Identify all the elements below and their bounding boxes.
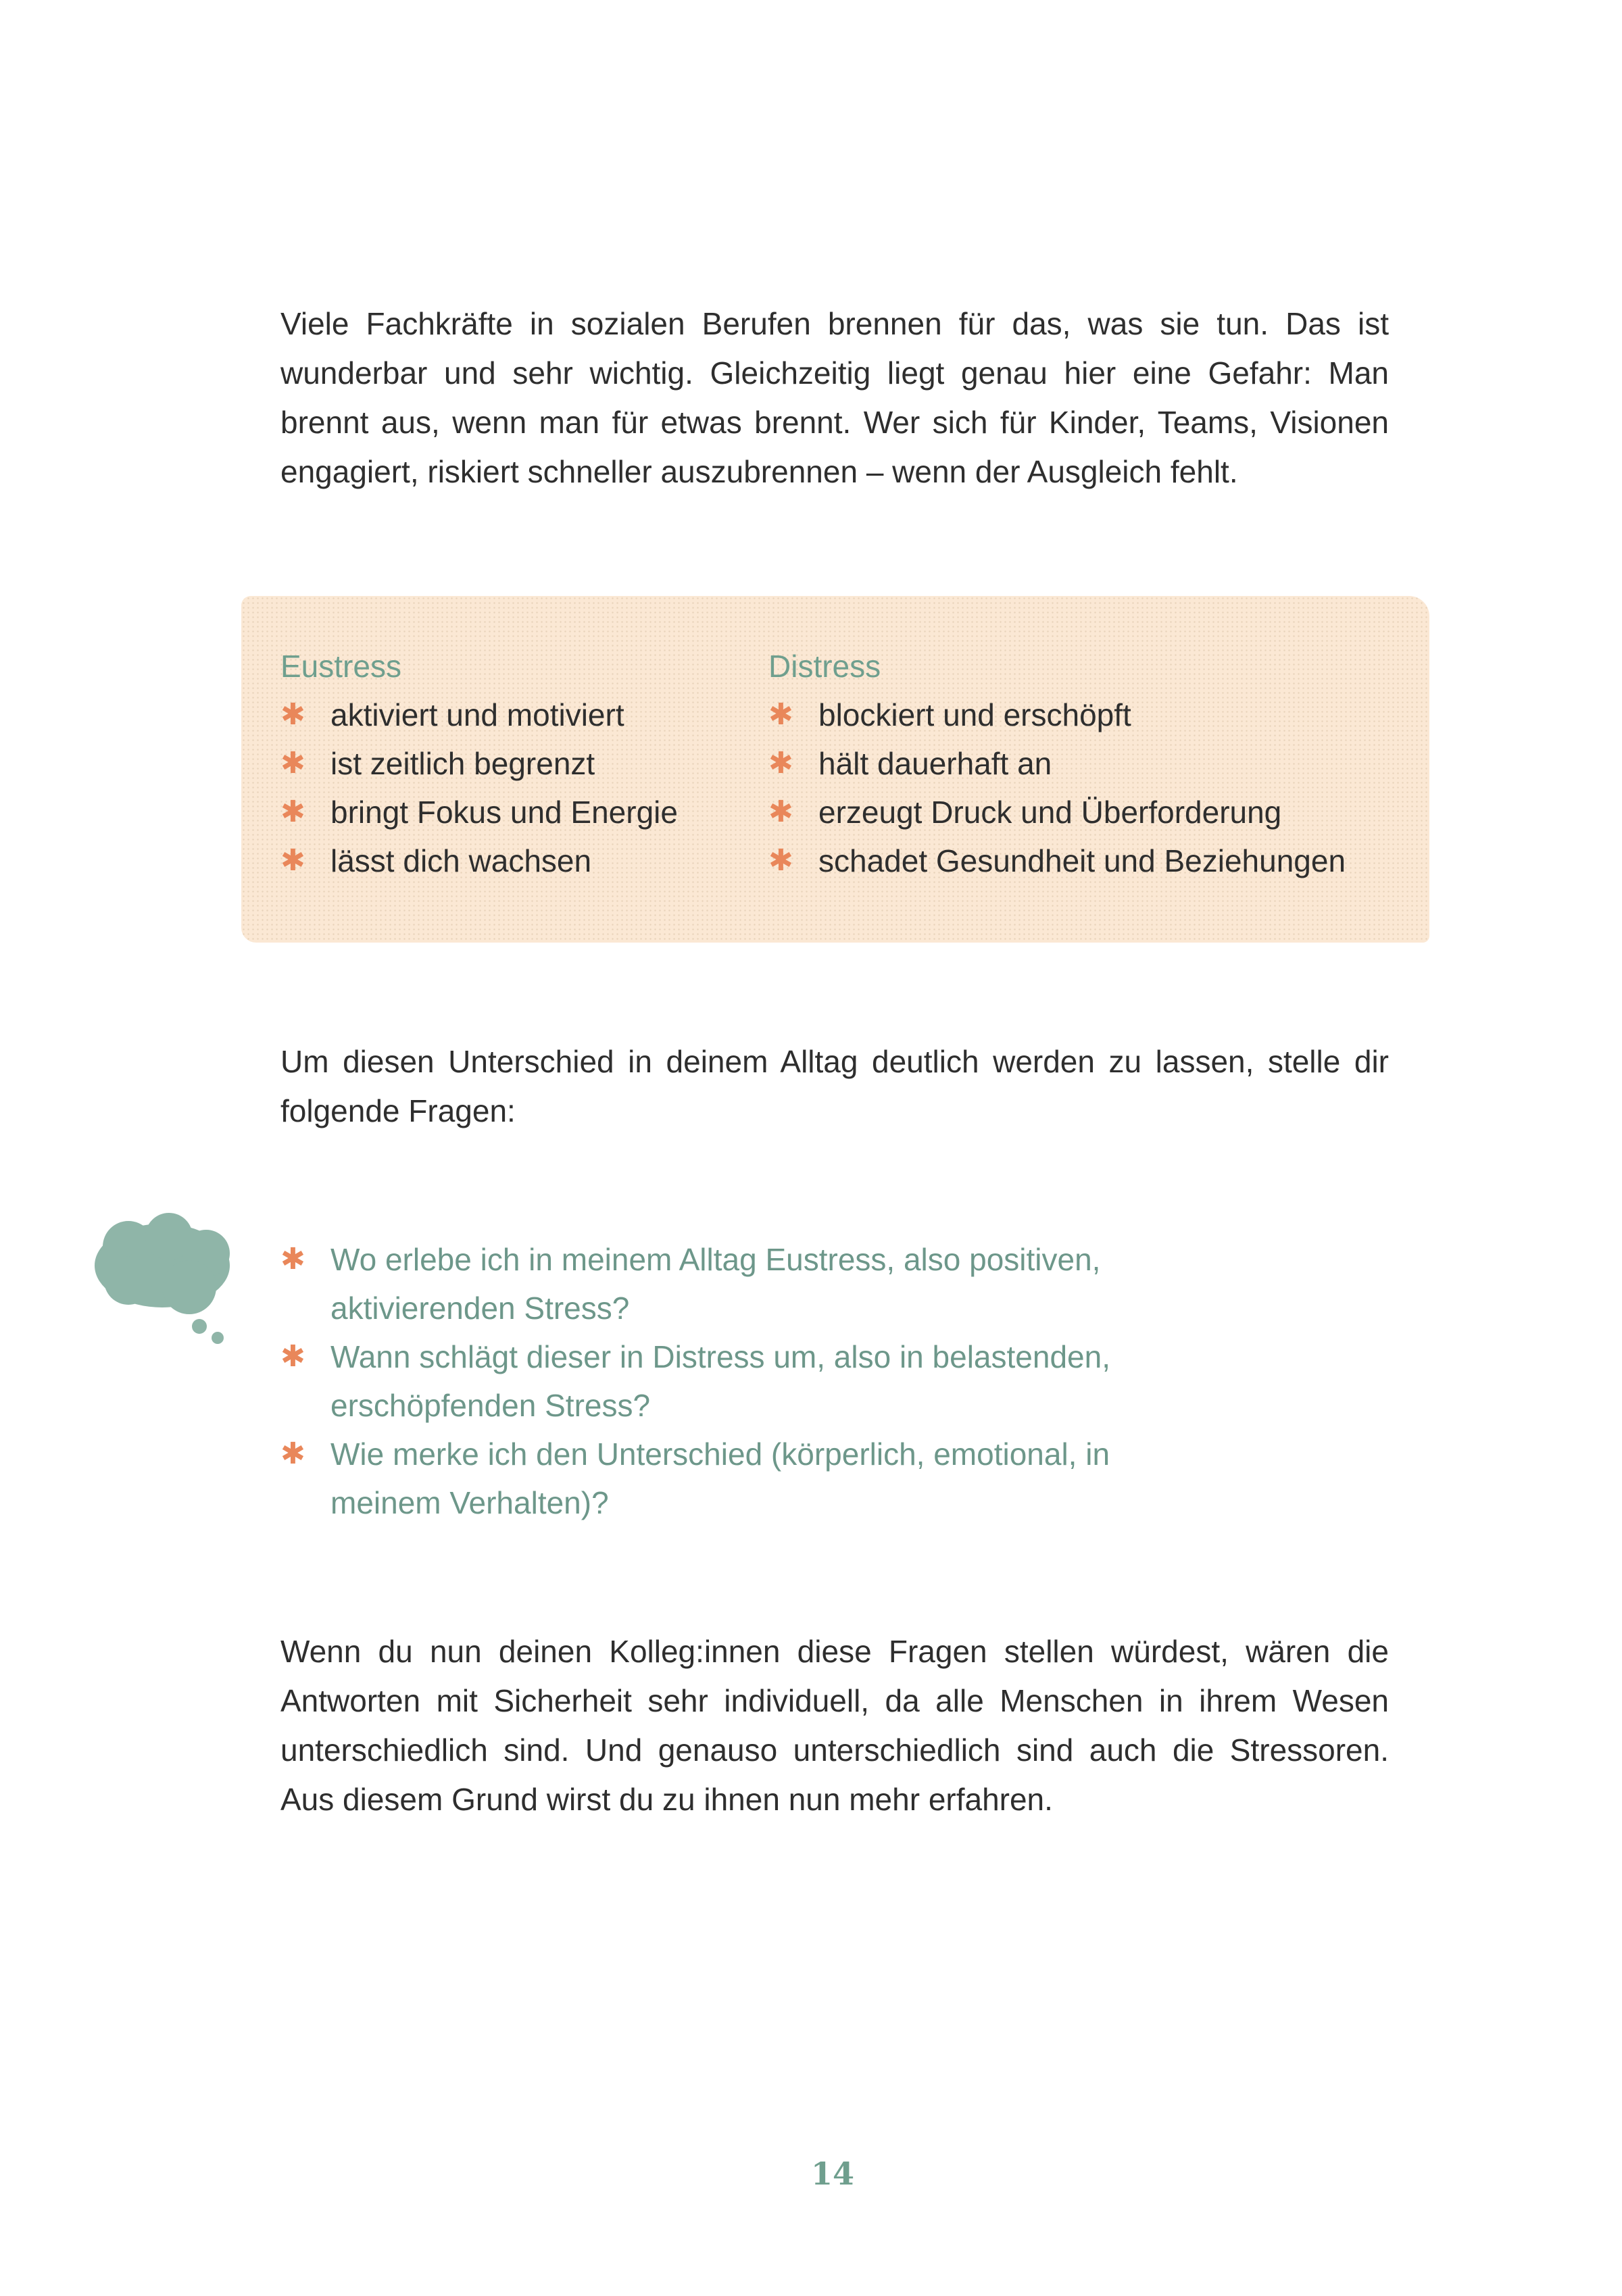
question-item: ✱ Wann schlägt dieser in Distress um, also in belastenden, erschöpfenden Stress? <box>280 1332 1202 1430</box>
eustress-heading: Eustress <box>280 649 401 684</box>
asterisk-icon: ✱ <box>280 1437 305 1470</box>
question-item: ✱ Wie merke ich den Unterschied (körperlich, emotional, in meinem Verhalten)? <box>280 1430 1202 1527</box>
asterisk-icon: ✱ <box>768 747 793 780</box>
asterisk-icon: ✱ <box>280 1243 305 1276</box>
list-item: ✱ erzeugt Druck und Überforderung <box>768 788 1346 837</box>
asterisk-icon: ✱ <box>280 844 305 877</box>
asterisk-icon: ✱ <box>768 698 793 731</box>
distress-column <box>768 642 1346 885</box>
list-item: ✱ lässt dich wachsen <box>280 837 678 885</box>
list-item: ✱ hält dauerhaft an <box>768 739 1346 788</box>
list-item: ✱ schadet Gesundheit und Beziehungen <box>768 837 1346 885</box>
asterisk-icon: ✱ <box>280 698 305 731</box>
intro-paragraph: Viele Fachkräfte in sozialen Berufen brennen für das, was sie tun. Das ist wunderbar und sehr wichtig. Gleichzeitig liegt genau hier eine Gefahr: Man brennt aus, wenn man für etwas brennt. Wer sich für Kinder, Teams, Visionen engagiert, riskiert schneller auszubrennen – wenn der Ausgleich fehlt. <box>280 306 1389 489</box>
asterisk-icon: ✱ <box>280 747 305 780</box>
page-number: 14 <box>811 2155 855 2192</box>
list-item: ✱ bringt Fokus und Energie <box>280 788 678 837</box>
asterisk-icon: ✱ <box>280 795 305 828</box>
distress-heading: Distress <box>768 649 881 684</box>
list-item: ✱ blockiert und erschöpft <box>768 691 1346 739</box>
asterisk-icon: ✱ <box>768 795 793 828</box>
asterisk-icon: ✱ <box>768 844 793 877</box>
list-item: ✱ aktiviert und motiviert <box>280 691 678 739</box>
question-item: ✱ Wo erlebe ich in meinem Alltag Eustress, also positiven, aktivierenden Stress? <box>280 1235 1202 1332</box>
closing-paragraph: Wenn du nun deinen Kolleg:innen diese Fragen stellen würdest, wären die Antworten mit Sicherheit sehr individuell, da alle Menschen in ihrem Wesen unterschiedlich sind. Und genauso unterschiedlich sind auch die Stressoren. Aus diesem Grund wirst du zu ihnen nun mehr erfahren. <box>280 1634 1389 1817</box>
eustress-column <box>280 642 678 885</box>
lead-paragraph: Um diesen Unterschied in deinem Alltag deutlich werden zu lassen, stelle dir folgende Fragen: <box>280 1044 1389 1128</box>
asterisk-icon: ✱ <box>280 1340 305 1373</box>
reflection-questions <box>280 1235 1202 1527</box>
list-item: ✱ ist zeitlich begrenzt <box>280 739 678 788</box>
thought-cloud-icon <box>88 1213 250 1348</box>
